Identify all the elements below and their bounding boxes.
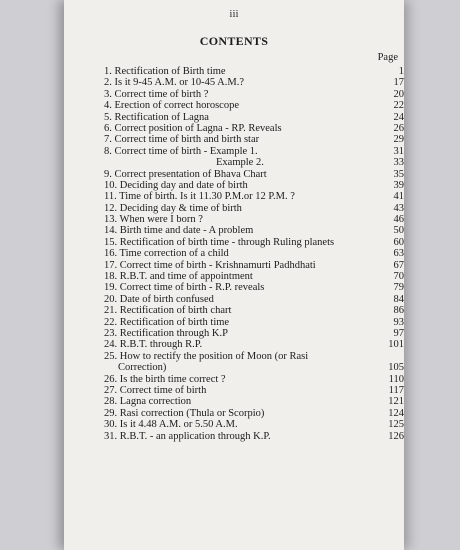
toc-entry (104, 362, 404, 373)
toc-entry-title: 15. Rectification of birth time - through Ruling planets (104, 236, 335, 248)
toc-entry-title: 23. Rectification through K.P (104, 327, 228, 339)
toc-entry (104, 282, 404, 293)
toc-entry-page: 117 (388, 384, 404, 396)
toc-entry-page: 41 (393, 191, 404, 203)
toc-entry-title: 9. Correct presentation of Bhava Chart (104, 168, 267, 180)
toc-entry-title: 25. How to rectify the position of Moon (or Rasi (104, 350, 309, 362)
table-of-contents (104, 66, 404, 442)
toc-entry-page: 31 (393, 145, 404, 157)
toc-entry-page: 84 (393, 293, 404, 305)
toc-entry-title: 5. Rectification of Lagna (104, 111, 209, 123)
toc-entry (104, 100, 404, 111)
toc-entry-title: 17. Correct time of birth - Krishnamurti Padhdhati (104, 259, 316, 271)
toc-entry-title: 7. Correct time of birth and birth star (104, 134, 260, 146)
toc-entry-title: 8. Correct time of birth - Example 1. (104, 145, 258, 157)
toc-entry (104, 191, 404, 202)
toc-entry-page: 24 (393, 111, 404, 123)
toc-entry-page: 39 (393, 179, 404, 191)
toc-entry (104, 260, 404, 271)
toc-entry (104, 180, 404, 191)
toc-entry-title: 12. Deciding day & time of birth (104, 202, 242, 214)
toc-entry-title: Example 2. (216, 157, 264, 169)
toc-entry (104, 123, 404, 134)
toc-entry (104, 157, 404, 168)
toc-entry (104, 134, 404, 145)
toc-entry-title: 29. Rasi correction (Thula or Scorpio) (104, 407, 265, 419)
toc-entry-page: 17 (393, 77, 404, 89)
toc-entry-title: 4. Erection of correct horoscope (104, 100, 239, 112)
toc-entry (104, 317, 404, 328)
toc-entry-page: 29 (393, 134, 404, 146)
toc-entry-title: Correction) (118, 362, 167, 374)
page-number: iii (229, 8, 239, 20)
toc-entry (104, 248, 404, 259)
toc-entry-title: 24. R.B.T. through R.P. (104, 339, 203, 351)
toc-entry-page: 126 (388, 430, 404, 442)
toc-entry-page: 22 (393, 100, 404, 112)
toc-entry (104, 385, 404, 396)
toc-entry-page: 60 (393, 236, 404, 248)
toc-entry (104, 374, 404, 385)
toc-entry-title: 27. Correct time of birth (104, 384, 207, 396)
toc-entry-page: 26 (393, 122, 404, 134)
toc-entry (104, 305, 404, 316)
toc-entry (104, 419, 404, 430)
toc-entry (104, 294, 404, 305)
toc-entry-title: 13. When were I born ? (104, 214, 203, 226)
toc-entry-page: 20 (393, 88, 404, 100)
toc-entry-page: 97 (393, 327, 404, 339)
toc-entry (104, 89, 404, 100)
toc-entry-page: 46 (393, 214, 404, 226)
toc-entry (104, 328, 404, 339)
book-page (64, 0, 404, 550)
toc-entry-title: 20. Date of birth confused (104, 293, 214, 305)
toc-entry-page: 35 (393, 168, 404, 180)
toc-entry (104, 214, 404, 225)
toc-entry-page: 50 (393, 225, 404, 237)
toc-entry-title: 28. Lagna correction (104, 396, 192, 408)
toc-entry (104, 66, 404, 77)
toc-entry (104, 146, 404, 157)
toc-entry (104, 203, 404, 214)
toc-entry (104, 431, 404, 442)
toc-entry-title: 16. Time correction of a child (104, 248, 229, 260)
toc-entry-title: 10. Deciding day and date of birth (104, 179, 248, 191)
toc-entry-page: 110 (388, 373, 404, 385)
toc-entry-page: 70 (393, 271, 404, 283)
toc-entry-page: 101 (388, 339, 404, 351)
toc-entry-page: 125 (388, 419, 404, 431)
toc-entry (104, 408, 404, 419)
toc-entry-page: 67 (393, 259, 404, 271)
toc-entry (104, 271, 404, 282)
toc-entry-title: 31. R.B.T. - an application through K.P. (104, 430, 271, 442)
toc-entry-title: 18. R.B.T. and time of appointment (104, 271, 253, 283)
toc-entry-title: 21. Rectification of birth chart (104, 305, 232, 317)
toc-entry (104, 396, 404, 407)
toc-entry-title: 30. Is it 4.48 A.M. or 5.50 A.M. (104, 419, 238, 431)
toc-entry-page: 105 (388, 362, 404, 374)
toc-entry (104, 237, 404, 248)
toc-entry-page: 124 (388, 407, 404, 419)
toc-entry-page: 86 (393, 305, 404, 317)
toc-entry (104, 225, 404, 236)
toc-entry-page: 93 (393, 316, 404, 328)
toc-entry (104, 339, 404, 350)
toc-entry (104, 351, 404, 362)
contents-heading: CONTENTS (199, 34, 269, 48)
toc-entry-page: 33 (393, 157, 404, 169)
toc-entry-title: 26. Is the birth time correct ? (104, 373, 226, 385)
toc-entry-page: 1 (398, 66, 404, 77)
toc-entry-title: 11. Time of birth. Is it 11.30 P.M.or 12 P.M. ? (104, 191, 295, 203)
toc-entry (104, 112, 404, 123)
toc-entry-title: 22. Rectification of birth time (104, 316, 230, 328)
toc-entry-title: 2. Is it 9-45 A.M. or 10-45 A.M.? (104, 77, 244, 89)
toc-entry-title: 14. Birth time and date - A problem (104, 225, 254, 237)
toc-entry (104, 77, 404, 88)
page-column-label: Page (377, 52, 398, 63)
toc-entry-title: 19. Correct time of birth - R.P. reveals (104, 282, 265, 294)
toc-entry-page: 121 (388, 396, 404, 408)
toc-entry-page: 79 (393, 282, 404, 294)
toc-entry-title: 6. Correct position of Lagna - RP. Reveals (104, 122, 282, 134)
toc-entry-title: 3. Correct time of birth ? (104, 88, 209, 100)
toc-entry-title: 1. Rectification of Birth time (104, 66, 226, 77)
toc-entry-page: 63 (393, 248, 404, 260)
toc-entry (104, 169, 404, 180)
toc-entry-page: 43 (393, 202, 404, 214)
